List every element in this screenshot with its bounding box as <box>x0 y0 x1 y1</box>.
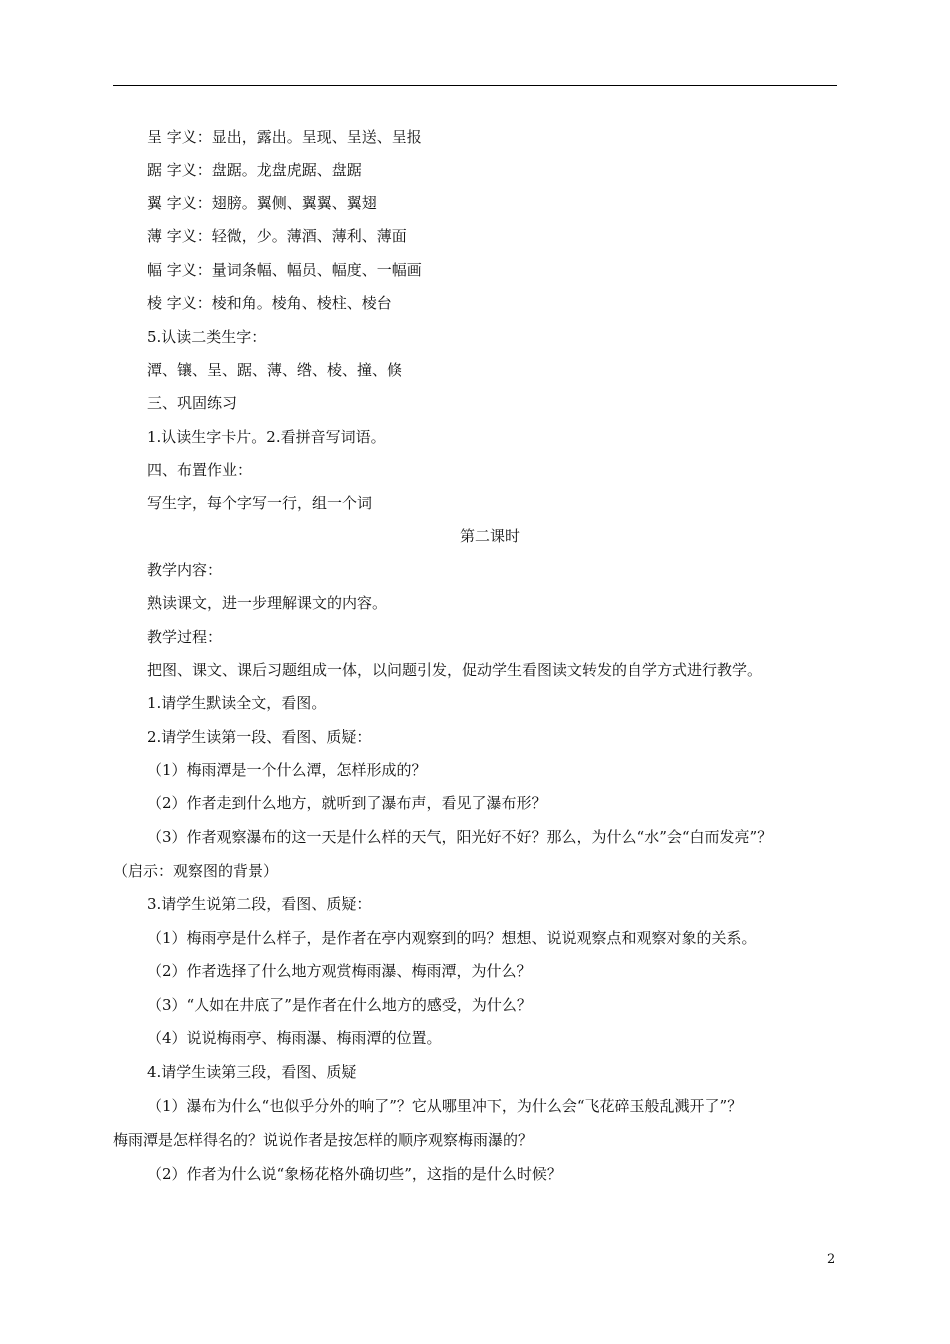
header-rule <box>113 85 837 86</box>
section-heading-3: 三、巩固练习 <box>147 394 238 412</box>
page-number: 2 <box>827 1252 836 1267</box>
step-2: 2.请学生读第一段、看图、质疑： <box>147 728 372 746</box>
question-2-3: （3）作者观察瀑布的这一天是什么样的天气，阳光好不好？那么，为什么“水”会“白而发亮”？ <box>147 828 773 846</box>
vocab-line-fu: 幅 字义：量词条幅、幅员、幅度、一幅画 <box>147 261 422 279</box>
lesson-title: 第二课时 <box>459 527 520 545</box>
question-4-1-continued: 梅雨潭是怎样得名的？说说作者是按怎样的顺序观察梅雨瀑的？ <box>113 1131 534 1149</box>
question-3-4: （4）说说梅雨亭、梅雨瀑、梅雨潭的位置。 <box>147 1029 442 1047</box>
question-2-2: （2）作者走到什么地方，就听到了瀑布声，看见了瀑布形？ <box>147 794 547 812</box>
vocab-line-cheng: 呈 字义：显出，露出。呈现、呈送、呈报 <box>147 128 422 146</box>
vocab-line-ju: 踞 字义：盘踞。龙盘虎踞、盘踞 <box>147 161 362 179</box>
step-3: 3.请学生说第二段，看图、质疑： <box>147 895 372 913</box>
step-4: 4.请学生读第三段，看图、质疑 <box>147 1063 357 1081</box>
hint-text: （启示：观察图的背景） <box>113 862 279 880</box>
label-teaching-process: 教学过程： <box>147 628 223 646</box>
homework-text: 写生字，每个字写一行，组一个词 <box>147 494 373 512</box>
teaching-process-text: 把图、课文、课后习题组成一体，以问题引发，促动学生看图读文转发的自学方式进行教学。 <box>147 661 763 679</box>
question-3-2: （2）作者选择了什么地方观赏梅雨瀑、梅雨潭，为什么？ <box>147 962 532 980</box>
label-teaching-content: 教学内容： <box>147 561 223 579</box>
vocab-line-yi: 翼 字义：翅膀。翼侧、翼翼、翼翅 <box>147 194 377 212</box>
character-list: 潭、镶、呈、踞、薄、绺、棱、撞、倏 <box>147 361 403 379</box>
question-4-1: （1）瀑布为什么“也似乎分外的响了”？它从哪里冲下，为什么会“飞花碎玉般乱溅开了”？ <box>147 1097 743 1115</box>
practice-items: 1.认读生字卡片。2.看拼音写词语。 <box>147 428 386 446</box>
vocab-line-bo: 薄 字义：轻微，少。薄酒、薄利、薄面 <box>147 227 407 245</box>
step-1: 1.请学生默读全文，看图。 <box>147 694 327 712</box>
list-item-5: 5.认读二类生字： <box>147 328 267 346</box>
section-heading-4: 四、布置作业： <box>147 461 253 479</box>
question-4-2: （2）作者为什么说“象杨花格外确切些”，这指的是什么时候？ <box>147 1165 562 1183</box>
question-2-1: （1）梅雨潭是一个什么潭，怎样形成的？ <box>147 761 427 779</box>
question-3-1: （1）梅雨亭是什么样子，是作者在亭内观察到的吗？想想、说说观察点和观察对象的关系。 <box>147 929 757 947</box>
teaching-content-text: 熟读课文，进一步理解课文的内容。 <box>147 594 388 612</box>
question-3-3: （3）“人如在井底了”是作者在什么地方的感受，为什么？ <box>147 996 532 1014</box>
vocab-line-leng: 棱 字义：棱和角。棱角、棱柱、棱台 <box>147 294 392 312</box>
